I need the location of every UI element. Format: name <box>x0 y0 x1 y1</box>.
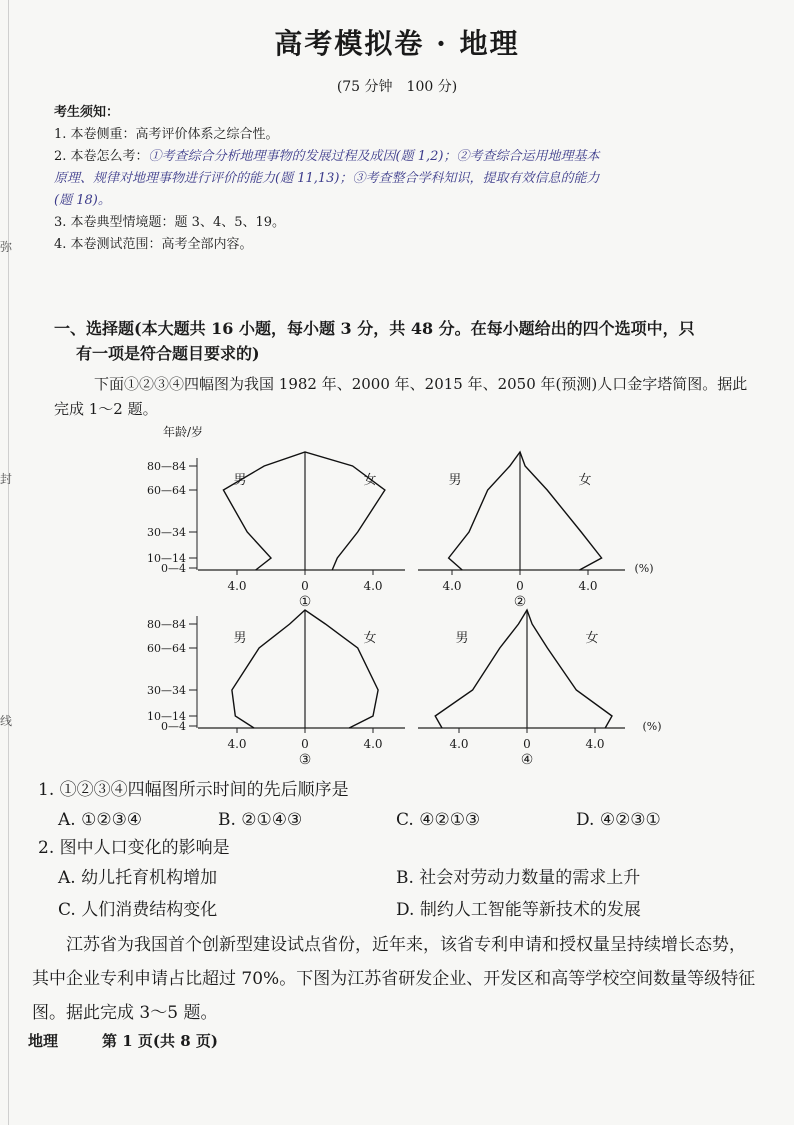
binding-mark-2: 封 <box>0 472 13 486</box>
male-label: 男 <box>455 631 469 646</box>
question-2-options-row2 <box>58 894 758 926</box>
panel-id-1: ① <box>298 594 312 610</box>
section-1-heading-line2: 有一项是符合题目要求的) <box>76 344 260 363</box>
male-label: 男 <box>233 473 247 488</box>
female-label: 女 <box>363 473 377 488</box>
unit-label-bottom: (%) <box>642 720 662 733</box>
footer-subject: 地理 <box>28 1032 59 1050</box>
section-1-heading <box>54 316 754 366</box>
age-tick-label: 60—64 <box>147 484 186 497</box>
x-tick-label: 4.0 <box>578 579 598 593</box>
x-tick-label: 4.0 <box>449 737 469 751</box>
notice-item-2-prefix: 2. 本卷怎么考： <box>54 149 149 164</box>
age-tick-label: 60—64 <box>147 642 186 655</box>
female-label: 女 <box>363 631 377 646</box>
exam-duration-score: (75 分钟 100 分) <box>336 79 458 95</box>
female-label: 女 <box>585 631 599 646</box>
q2-option-c[interactable]: C. 人们消费结构变化 <box>58 900 218 920</box>
age-tick-label: 0—4 <box>161 562 186 575</box>
x-tick-label: 0 <box>516 579 524 593</box>
x-tick-label: 4.0 <box>363 579 383 593</box>
age-tick-label: 80—84 <box>147 618 186 631</box>
q2-option-d[interactable]: D. 制约人工智能等新技术的发展 <box>396 900 641 920</box>
age-tick-label: 30—34 <box>147 684 186 697</box>
notice-item-1: 1. 本卷侧重：高考评价体系之综合性。 <box>54 127 279 142</box>
male-label: 男 <box>233 631 247 646</box>
age-tick-label: 30—34 <box>147 526 186 539</box>
binding-mark-1: 弥 <box>0 240 13 254</box>
panel-id-3: ③ <box>298 752 312 768</box>
pyramid-outline-2 <box>449 452 602 570</box>
binding-mark-3: 线 <box>0 714 13 728</box>
x-tick-label: 4.0 <box>442 579 462 593</box>
q2-option-b[interactable]: B. 社会对劳动力数量的需求上升 <box>396 868 641 888</box>
q1-option-b[interactable]: B. ②①④③ <box>218 810 303 830</box>
age-tick-label: 10—14 <box>147 710 186 723</box>
notice-item-4: 4. 本卷测试范围：高考全部内容。 <box>54 237 253 252</box>
question-2-stem: 2. 图中人口变化的影响是 <box>38 838 230 858</box>
q1-option-c[interactable]: C. ④②①③ <box>396 810 481 830</box>
x-tick-label: 4.0 <box>227 737 247 751</box>
x-tick-label: 4.0 <box>227 579 247 593</box>
x-tick-label: 0 <box>523 737 531 751</box>
pyramids-svg <box>0 420 794 775</box>
notice-item-2-handwriting-a: ①考查综合分析地理事物的发展过程及成因(题 1,2)；②考查综合运用地理基本 <box>148 149 600 164</box>
pyramid-outline-4 <box>435 610 612 728</box>
age-tick-label: 80—84 <box>147 460 186 473</box>
age-tick-label: 10—14 <box>147 552 186 565</box>
q2-option-a[interactable]: A. 幼儿托育机构增加 <box>58 868 218 888</box>
questions-1-2-intro: 下面①②③④四幅图为我国 1982 年、2000 年、2015 年、2050 年(预测)人口金字塔简图。据此完成 1～2 题。 <box>54 375 748 418</box>
question-2-options-row1 <box>58 862 758 894</box>
notice-item-2-handwriting-b: 原理、规律对地理事物进行评价的能力(题 11,13)；③考查整合学科知识，提取有效信息的能力 <box>54 171 600 186</box>
footer-page-number: 第 1 页(共 8 页) <box>102 1032 218 1050</box>
female-label: 女 <box>578 473 592 488</box>
x-tick-label: 0 <box>301 579 309 593</box>
notice-item-2 <box>54 146 754 168</box>
page-footer <box>28 1030 262 1051</box>
questions-3-5-intro: 江苏省为我国首个创新型建设试点省份，近年来，该省专利申请和授权量呈持续增长态势，其中企业专利申请占比超过 70%。下图为江苏省研发企业、开发区和高等学校空间数量等级特征图。据此完成 3～5 题。 <box>32 935 756 1023</box>
x-tick-label: 4.0 <box>585 737 605 751</box>
q1-option-d[interactable]: D. ④②③① <box>576 810 661 830</box>
pyramid-outline-1 <box>223 452 385 570</box>
q1-option-a[interactable]: A. ①②③④ <box>58 810 143 830</box>
notice-heading: 考生须知： <box>54 105 120 120</box>
x-tick-label: 4.0 <box>363 737 383 751</box>
panel-id-2: ② <box>513 594 527 610</box>
male-label: 男 <box>448 473 462 488</box>
age-axis-label: 年龄/岁 <box>162 425 204 439</box>
unit-label-top: (%) <box>634 562 654 575</box>
notice-item-2-handwriting-c: (题 18)。 <box>54 193 111 208</box>
exam-notice <box>54 102 754 256</box>
age-tick-label: 0—4 <box>161 720 186 733</box>
section-1-heading-line1: 一、选择题(本大题共 16 小题，每小题 3 分，共 48 分。在每小题给出的四个选项中，只 <box>54 319 695 338</box>
question-1-stem: 1. ①②③④四幅图所示时间的先后顺序是 <box>38 780 349 800</box>
notice-item-3: 3. 本卷典型情境题：题 3、4、5、19。 <box>54 215 286 230</box>
x-tick-label: 0 <box>301 737 309 751</box>
panel-id-4: ④ <box>520 752 534 768</box>
population-pyramids-figure <box>0 420 794 775</box>
exam-title: 高考模拟卷 · 地理 <box>274 27 520 60</box>
